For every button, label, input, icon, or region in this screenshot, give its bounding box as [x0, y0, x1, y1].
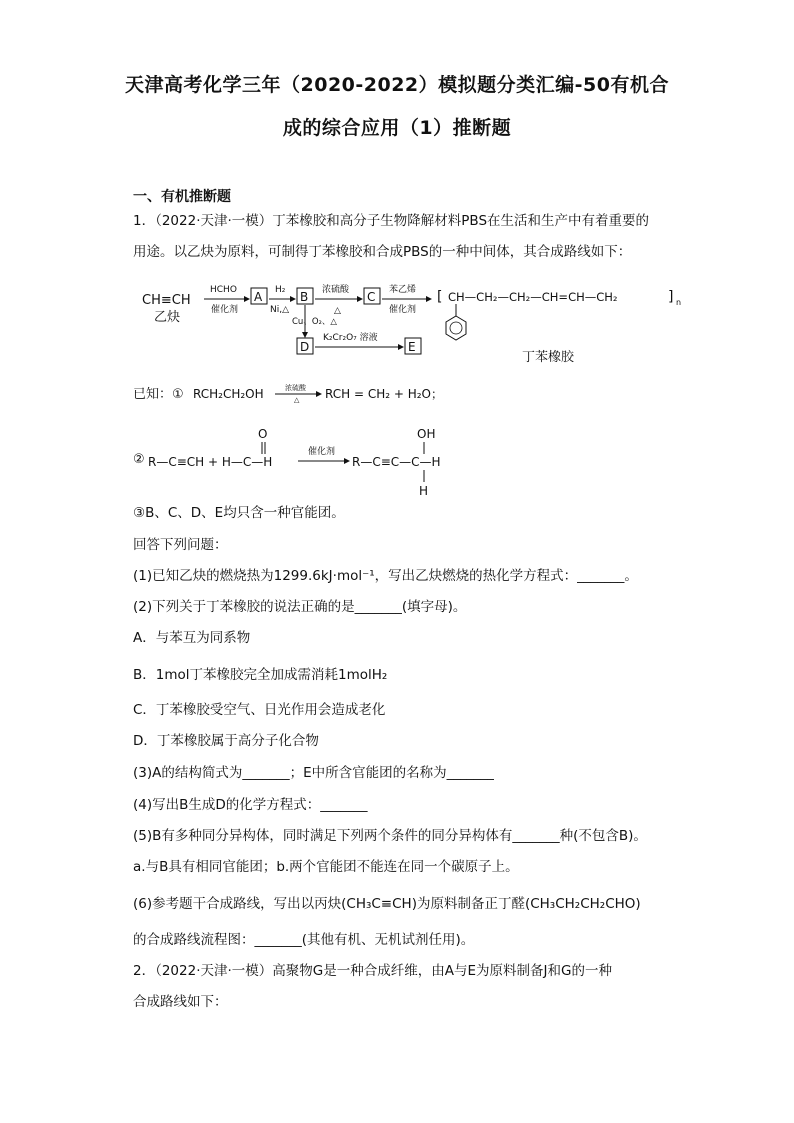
- q1-part2: (2)下列关于丁苯橡胶的说法正确的是_______(填字母)。: [133, 599, 467, 615]
- compound-e: E: [408, 340, 416, 354]
- start-compound: CH≡CH: [142, 293, 191, 308]
- compound-c: C: [367, 290, 376, 304]
- reagent-h2: H₂: [275, 285, 286, 295]
- start-compound-name: 乙炔: [154, 310, 181, 325]
- q1-option-a: A．与苯互为同系物: [133, 630, 251, 646]
- q1-option-c: C．丁苯橡胶受空气、日光作用会造成老化: [133, 702, 386, 718]
- q1-intro-line1: 1．（2022·天津·一模）丁苯橡胶和高分子生物降解材料PBS在生活和生产中有着重要的: [133, 213, 650, 229]
- known-reaction-1: [130, 382, 490, 410]
- reagent-styrene: 苯乙烯: [389, 285, 417, 295]
- compound-a: A: [254, 290, 263, 304]
- q1-part6-line1: (6)参考题干合成路线，写出以丙炔(CH₃C≡CH)为原料制备正丁醛(CH₃CH₂CH₂CHO): [133, 896, 641, 912]
- reagent-heat: △: [334, 306, 341, 316]
- q1-part4: (4)写出B生成D的化学方程式：_______: [133, 797, 368, 813]
- polymer-n: n: [676, 298, 682, 307]
- compound-b: B: [300, 290, 309, 304]
- reagent-ni: Ni,△: [270, 305, 290, 315]
- known-reaction-2: [130, 420, 470, 504]
- section-heading: 一、有机推断题: [133, 189, 231, 205]
- known1-heat: △: [294, 396, 300, 404]
- page-title-line1: 天津高考化学三年（2020-2022）模拟题分类汇编-50有机合: [125, 74, 669, 96]
- known1-condition: 浓硫酸: [285, 384, 306, 392]
- polymer-formula: CH—CH₂—CH₂—CH=CH—CH₂: [448, 290, 618, 304]
- synthesis-scheme: [130, 270, 690, 374]
- q1-part3: (3)A的结构简式为_______；E中所含官能团的名称为_______: [133, 765, 494, 781]
- reagent-catalyst1: 催化剂: [211, 305, 239, 315]
- q1-intro-line2: 用途。以乙炔为原料，可制得丁苯橡胶和合成PBS的一种中间体，其合成路线如下：: [133, 244, 632, 260]
- q1-part6-line2: 的合成路线流程图：_______(其他有机、无机试剂任用)。: [133, 932, 475, 948]
- polymer-name: 丁苯橡胶: [522, 350, 575, 365]
- known2-oh: OH: [417, 427, 436, 441]
- known1-product: RCH = CH₂ + H₂O；: [325, 387, 444, 401]
- known2-product: R—C≡C—C—H: [352, 455, 441, 469]
- known2-reactants: R—C≡CH + H—C—H: [148, 455, 273, 469]
- compound-d: D: [300, 340, 310, 354]
- page-title-line2: 成的综合应用（1）推断题: [282, 117, 512, 139]
- q1-option-b: B．1mol丁苯橡胶完全加成需消耗1molH₂: [133, 667, 388, 683]
- known-3: ③B、C、D、E均只含一种官能团。: [133, 505, 345, 521]
- q2-intro-line1: 2．（2022·天津·一模）高聚物G是一种合成纤维，由A与E为原料制备J和G的一种: [133, 963, 612, 979]
- reagent-catalyst2: 催化剂: [389, 305, 417, 315]
- q1-part1: (1)已知乙炔的燃烧热为1299.6kJ·mol⁻¹，写出乙炔燃烧的热化学方程式：_______。: [133, 568, 638, 584]
- q1-part5-conditions: a.与B具有相同官能团；b.两个官能团不能连在同一个碳原子上。: [133, 859, 519, 875]
- answer-prompt: 回答下列问题：: [133, 537, 228, 553]
- known2-h: H: [419, 484, 429, 498]
- known2-condition: 催化剂: [308, 447, 336, 457]
- reagent-h2so4: 浓硫酸: [322, 285, 350, 295]
- known2-number: ②: [133, 452, 145, 467]
- reagent-hcho: HCHO: [210, 285, 237, 295]
- known1-reactant: RCH₂CH₂OH: [193, 387, 264, 401]
- benzene-ring: [446, 316, 466, 340]
- polymer-bracket-right: ]: [668, 289, 674, 305]
- reagent-k2cr2o7: K₂Cr₂O₇ 溶液: [323, 333, 378, 343]
- known2-oxygen: O: [258, 427, 268, 441]
- q2-intro-line2: 合成路线如下：: [133, 994, 228, 1010]
- q1-option-d: D．丁苯橡胶属于高分子化合物: [133, 733, 319, 749]
- q1-part5: (5)B有多种同分异构体，同时满足下列两个条件的同分异构体有_______种(不包含B)。: [133, 828, 647, 844]
- polymer-bracket-left: [: [437, 289, 443, 305]
- reagent-cu-o2: Cu、O₂、△: [292, 317, 337, 327]
- known-label: 已知：①: [133, 387, 184, 402]
